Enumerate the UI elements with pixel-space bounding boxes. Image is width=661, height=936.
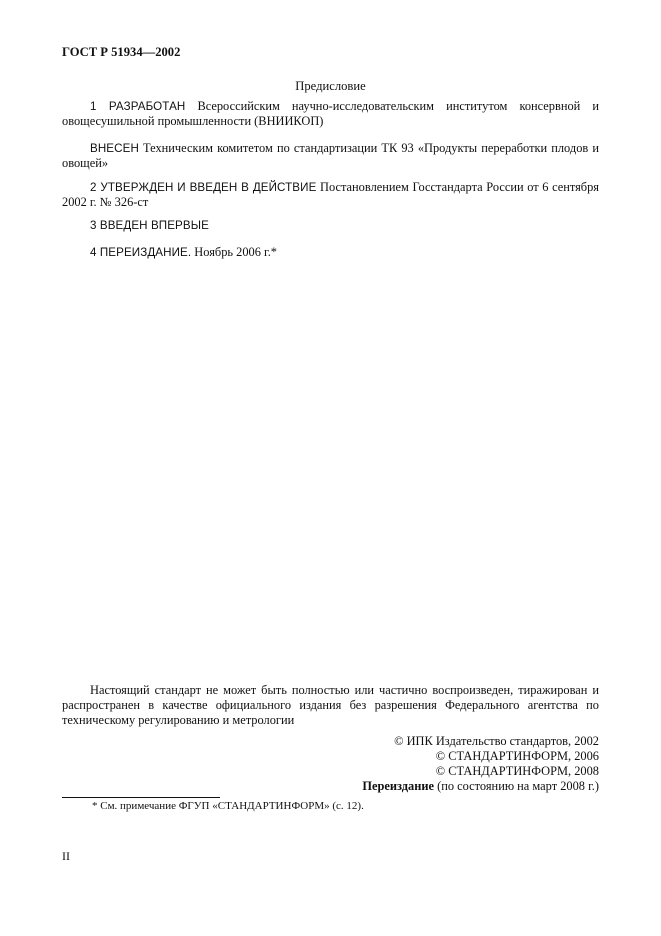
preface-item-lead: 2 УТВЕРЖДЕН И ВВЕДЕН В ДЕЙСТВИЕ xyxy=(90,181,317,194)
preface-item-developed xyxy=(62,99,599,129)
reissue-label: Переиздание xyxy=(362,779,434,793)
preface-item-introduced xyxy=(62,141,599,171)
preface-item-lead: 4 ПЕРЕИЗДАНИЕ. xyxy=(90,246,192,259)
preface-item-lead: 3 ВВЕДЕН ВПЕРВЫЕ xyxy=(90,219,209,232)
preface-title: Предисловие xyxy=(295,79,366,93)
copyright-block xyxy=(199,734,599,794)
copyright-notice: Настоящий стандарт не может быть полностью или частично воспроизведен, тиражирован и распространен в качестве официального издания без разрешения Федерального агентства по техническому регулированию и метрологии xyxy=(62,683,599,727)
preface-item-text: Всероссийским научно-исследовательским институтом консервной и овощесушильной промышленности (ВНИИКОП) xyxy=(62,99,600,128)
document-code: ГОСТ Р 51934—2002 xyxy=(62,45,181,59)
footnote: * См. примечание ФГУП «СТАНДАРТИНФОРМ» (с. 12). xyxy=(92,800,364,812)
preface-item-text: Постановлением Госстандарта России от 6 сентября 2002 г. № 326-ст xyxy=(62,180,600,209)
reissue-text: (по состоянию на март 2008 г.) xyxy=(434,779,599,793)
preface-item-approved xyxy=(62,180,599,210)
preface-item-reissue xyxy=(62,245,599,260)
preface-item-text: Техническим комитетом по стандартизации ТК 93 «Продукты переработки плодов и овощей» xyxy=(62,141,599,170)
page-number: II xyxy=(62,849,70,863)
preface-item-text: Ноябрь 2006 г.* xyxy=(191,245,277,259)
preface-item-lead: 1 РАЗРАБОТАН xyxy=(90,100,186,113)
preface-item-lead: ВНЕСЕН xyxy=(90,142,139,155)
copyright-line: © ИПК Издательство стандартов, 2002 xyxy=(394,734,599,748)
preface-item-first-introduced xyxy=(62,218,599,233)
copyright-line: © СТАНДАРТИНФОРМ, 2008 xyxy=(435,764,599,778)
reissue-status xyxy=(199,779,599,794)
footnote-divider xyxy=(62,797,220,798)
copyright-line: © СТАНДАРТИНФОРМ, 2006 xyxy=(435,749,599,763)
